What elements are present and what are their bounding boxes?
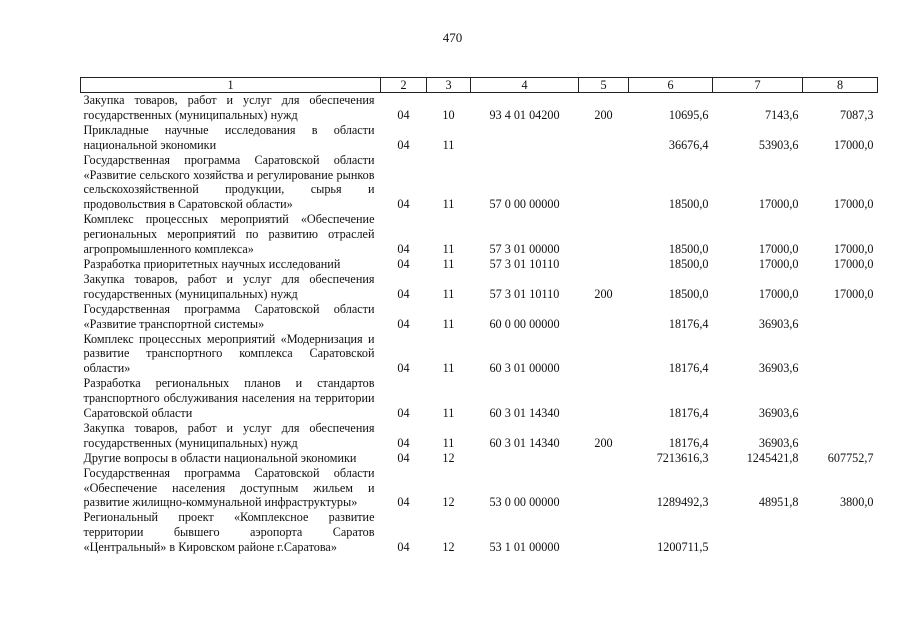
row-section-code: 04 <box>397 435 410 450</box>
row-section-code: 04 <box>397 286 410 301</box>
row-name: Прикладные научные исследования в области национальной экономики <box>83 122 375 152</box>
column-header-4: 4 <box>471 78 579 93</box>
row-target-article: 53 1 01 00000 <box>489 540 560 555</box>
row-amount-year2: 17000,0 <box>758 197 799 212</box>
row-section-code: 04 <box>397 361 410 376</box>
row-amount-year2: 48951,8 <box>758 495 799 510</box>
row-name: Закупка товаров, работ и услуг для обеспечения государственных (муниципальных) нужд <box>83 420 375 450</box>
row-target-article: 60 0 00 00000 <box>489 316 560 331</box>
row-subsection-code: 11 <box>442 242 455 257</box>
row-section-code: 04 <box>397 406 410 421</box>
row-name: Закупка товаров, работ и услуг для обеспечения государственных (муниципальных) нужд <box>83 271 375 301</box>
row-amount-year1: 18176,4 <box>668 316 709 331</box>
row-expense-type <box>579 257 629 272</box>
row-subsection-code: 11 <box>442 256 455 271</box>
row-amount-year3 <box>803 510 878 555</box>
column-header-8: 8 <box>803 78 878 93</box>
row-amount-year3: 3800,0 <box>839 495 874 510</box>
row-amount-year3: 17000,0 <box>833 286 874 301</box>
row-subsection-code: 11 <box>442 197 455 212</box>
row-section-code: 04 <box>397 316 410 331</box>
row-amount-year2: 36903,6 <box>758 435 799 450</box>
column-header-2: 2 <box>381 78 427 93</box>
row-target-article <box>471 123 579 153</box>
row-section-code: 04 <box>397 450 410 465</box>
column-header-5: 5 <box>579 78 629 93</box>
row-amount-year3: 17000,0 <box>833 197 874 212</box>
row-amount-year1: 18500,0 <box>668 242 709 257</box>
row-target-article: 57 3 01 00000 <box>489 242 560 257</box>
row-target-article <box>471 451 579 466</box>
row-target-article: 60 3 01 00000 <box>489 361 560 376</box>
table-row <box>81 451 878 466</box>
row-amount-year1: 18500,0 <box>668 286 709 301</box>
row-amount-year1: 18176,4 <box>668 361 709 376</box>
row-amount-year3 <box>803 376 878 421</box>
row-section-code: 04 <box>397 540 410 555</box>
row-target-article: 60 3 01 14340 <box>489 435 560 450</box>
row-amount-year3: 17000,0 <box>833 256 874 271</box>
row-expense-type <box>579 123 629 153</box>
row-name: Закупка товаров, работ и услуг для обеспечения государственных (муниципальных) нужд <box>83 93 375 122</box>
row-expense-type <box>579 212 629 257</box>
row-amount-year1: 10695,6 <box>668 107 709 122</box>
row-expense-type <box>579 376 629 421</box>
row-amount-year2: 36903,6 <box>758 316 799 331</box>
column-header-1: 1 <box>81 78 381 93</box>
row-expense-type <box>579 153 629 213</box>
row-amount-year2: 17000,0 <box>758 256 799 271</box>
row-amount-year1: 36676,4 <box>668 137 709 152</box>
row-amount-year3: 7087,3 <box>839 107 874 122</box>
row-amount-year2: 36903,6 <box>758 361 799 376</box>
row-target-article: 93 4 01 04200 <box>489 107 560 122</box>
header-row <box>81 78 878 93</box>
row-name: Комплекс процессных мероприятий «Модернизация и развитие транспортного комплекса Саратовской области» <box>83 331 375 376</box>
row-subsection-code: 11 <box>442 286 455 301</box>
table-row <box>81 123 878 153</box>
row-amount-year3 <box>803 421 878 451</box>
row-target-article: 57 0 00 00000 <box>489 197 560 212</box>
row-subsection-code: 12 <box>442 495 455 510</box>
row-amount-year2: 53903,6 <box>758 137 799 152</box>
column-header-6: 6 <box>629 78 713 93</box>
row-target-article: 53 0 00 00000 <box>489 495 560 510</box>
row-amount-year1: 18176,4 <box>668 406 709 421</box>
row-expense-type <box>579 302 629 332</box>
row-section-code: 04 <box>397 242 410 257</box>
row-amount-year1: 1200711,5 <box>657 540 709 555</box>
table-row <box>81 93 878 123</box>
row-expense-type: 200 <box>594 286 613 301</box>
row-amount-year2: 7143,6 <box>764 107 799 122</box>
page-number: 470 <box>442 30 463 45</box>
row-amount-year2 <box>713 510 803 555</box>
row-subsection-code: 10 <box>442 107 455 122</box>
row-amount-year3: 17000,0 <box>833 242 874 257</box>
table-row <box>81 302 878 332</box>
table-row <box>81 466 878 511</box>
row-target-article: 57 3 01 10110 <box>489 256 560 271</box>
row-expense-type <box>579 510 629 555</box>
row-name: Комплекс процессных мероприятий «Обеспечение региональных мероприятий по развитию отраслей агропромышленного комплекса» <box>83 212 375 257</box>
row-expense-type <box>579 451 629 466</box>
row-target-article: 57 3 01 10110 <box>489 286 560 301</box>
row-section-code: 04 <box>397 256 410 271</box>
row-amount-year3: 17000,0 <box>833 137 874 152</box>
table-row <box>81 510 878 555</box>
row-section-code: 04 <box>397 495 410 510</box>
row-section-code: 04 <box>397 137 410 152</box>
table-row <box>81 153 878 213</box>
row-subsection-code: 12 <box>442 540 455 555</box>
table-row <box>81 332 878 377</box>
row-subsection-code: 11 <box>442 361 455 376</box>
row-amount-year1: 18500,0 <box>668 256 709 271</box>
row-name: Государственная программа Саратовской области «Развитие сельского хозяйства и регулирование рынков сельскохозяйственной продукции, сырья и продовольствия в Саратовской области» <box>83 152 375 212</box>
row-name: Разработка региональных планов и стандартов транспортного обслуживания населения на территории Саратовской области <box>83 376 375 421</box>
row-subsection-code: 11 <box>442 316 455 331</box>
row-section-code: 04 <box>397 197 410 212</box>
row-amount-year1: 18176,4 <box>668 435 709 450</box>
row-section-code: 04 <box>397 107 410 122</box>
row-expense-type <box>579 466 629 511</box>
budget-table <box>80 77 878 555</box>
row-amount-year3 <box>803 302 878 332</box>
row-amount-year2: 36903,6 <box>758 406 799 421</box>
row-amount-year3 <box>803 332 878 377</box>
row-name: Региональный проект «Комплексное развитие территории бывшего аэропорта Саратов «Центральный» в Кировском районе г.Саратова» <box>83 510 375 555</box>
row-name: Государственная программа Саратовской области «Обеспечение населения доступным жильем и развитие жилищно-коммунальной инфраструктуры» <box>83 465 375 510</box>
row-amount-year1: 18500,0 <box>668 197 709 212</box>
row-expense-type <box>579 332 629 377</box>
table-row <box>81 376 878 421</box>
table-row <box>81 272 878 302</box>
row-name: Другие вопросы в области национальной экономики <box>83 450 357 465</box>
row-name: Разработка приоритетных научных исследований <box>83 256 341 271</box>
row-subsection-code: 11 <box>442 137 455 152</box>
row-expense-type: 200 <box>594 107 613 122</box>
row-name: Государственная программа Саратовской области «Развитие транспортной системы» <box>83 301 375 331</box>
table-row <box>81 212 878 257</box>
row-amount-year2: 17000,0 <box>758 242 799 257</box>
row-amount-year3: 607752,7 <box>827 450 874 465</box>
row-subsection-code: 12 <box>442 450 455 465</box>
row-target-article: 60 3 01 14340 <box>489 406 560 421</box>
row-amount-year2: 17000,0 <box>758 286 799 301</box>
row-subsection-code: 11 <box>442 406 455 421</box>
row-amount-year1: 1289492,3 <box>656 495 709 510</box>
row-amount-year2: 1245421,8 <box>746 450 799 465</box>
row-amount-year1: 7213616,3 <box>656 450 709 465</box>
column-header-7: 7 <box>713 78 803 93</box>
row-subsection-code: 11 <box>442 435 455 450</box>
column-header-3: 3 <box>427 78 471 93</box>
row-expense-type: 200 <box>594 435 613 450</box>
table-row <box>81 421 878 451</box>
table-row <box>81 257 878 272</box>
